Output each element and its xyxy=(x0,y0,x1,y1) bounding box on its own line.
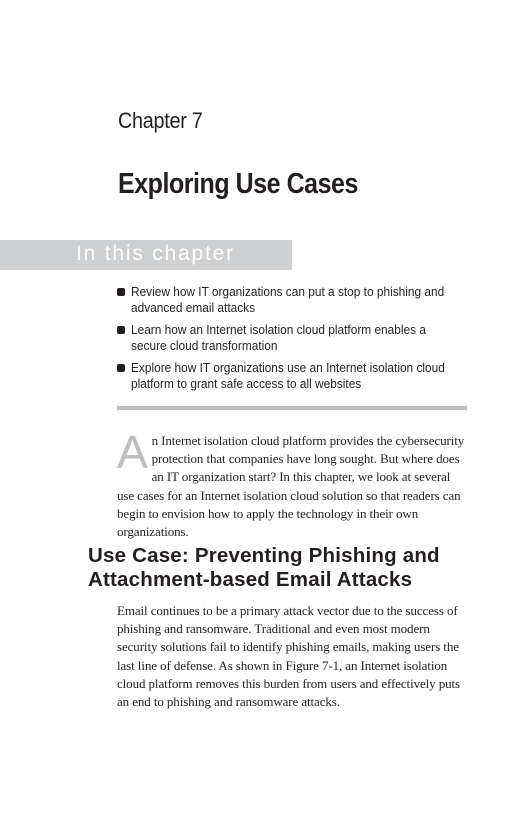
chapter-number: Chapter 7 xyxy=(118,108,203,133)
in-this-chapter-label: In this chapter xyxy=(76,242,235,265)
chapter-bullet-list xyxy=(117,284,477,398)
bullet-text: Explore how IT organizations use an Internet isolation cloud platform to grant safe access to all websites xyxy=(131,360,445,391)
bullet-text: Review how IT organizations can put a stop to phishing and advanced email attacks xyxy=(131,284,445,315)
bullet-square-icon xyxy=(117,364,125,372)
bullet-text: Learn how an Internet isolation cloud platform enables a secure cloud transformation xyxy=(131,322,426,353)
bullet-square-icon xyxy=(117,288,125,296)
intro-paragraph xyxy=(117,426,469,541)
body-paragraph: Email continues to be a primary attack vector due to the success of phishing and ransomware. Traditional and even most modern security solutions fail to identify phishing emails, making users the last line of defense. As shown in Figure 7-1, an Internet isolation cloud platform removes this burden from users and effectively puts an end to phishing and ransomware attacks. xyxy=(117,603,460,710)
chapter-title: Exploring Use Cases xyxy=(118,168,358,200)
in-this-chapter-banner xyxy=(0,240,292,270)
section-divider xyxy=(117,406,467,410)
list-item xyxy=(117,284,477,316)
bullet-square-icon xyxy=(117,326,125,334)
drop-cap: A xyxy=(117,426,148,478)
intro-text: n Internet isolation cloud platform provides the cybersecurity protection that companies have long sought. But where does an IT organization start? In this chapter, we look at several use cases for an Internet isolation cloud solution so that readers can begin to envision how to apply the technology in their own organizations. xyxy=(117,433,465,540)
list-item xyxy=(117,360,477,392)
section-heading: Use Case: Preventing Phishing and Attachment-based Email Attacks xyxy=(88,544,440,591)
list-item xyxy=(117,322,477,354)
